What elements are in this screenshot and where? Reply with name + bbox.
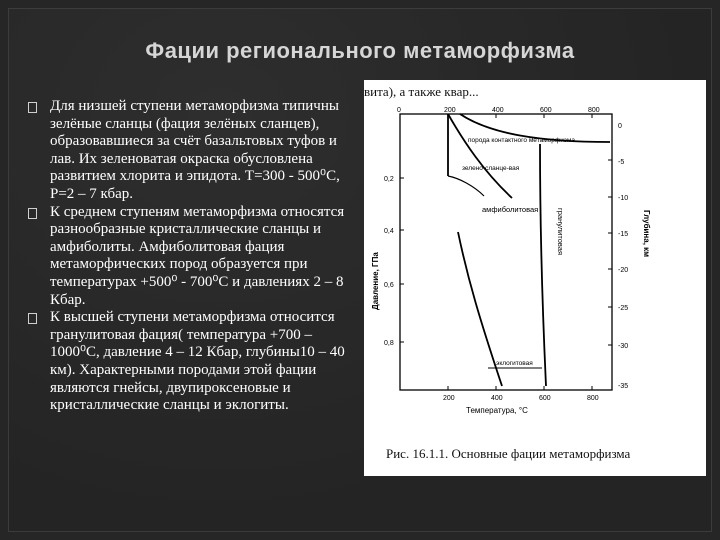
boundary-greenschist-low xyxy=(448,176,484,196)
right-tick-label: -30 xyxy=(618,343,629,350)
slide-title: Фации регионального метаморфизма xyxy=(145,38,575,63)
bullet-text: К среднем ступеням метаморфизма относятся разнообразные кристаллические сланцы и амфиболиты. Амфиболитовая фация метаморфических пород образуется при температурах +500⁰ - 700⁰С и давлениях 2 – 8 Кбар. xyxy=(50,203,345,308)
right-tick-label: -5 xyxy=(618,159,625,166)
bullet-text: К высшей ступени метаморфизма относится гранулитовая фация( температура +700 – 1000⁰С, давление 4 – 12 Кбар, глубины10 – 40 км). Характерными породами этой фации являются гнейсы, двупироксеновые и кристаллические сланцы и эклогиты. xyxy=(50,309,345,414)
bottom-tick-label: 800 xyxy=(587,395,599,402)
top-tick-label: 800 xyxy=(588,107,600,114)
top-tick-label: 600 xyxy=(540,107,552,114)
right-tick-label: -10 xyxy=(618,195,629,202)
bullet-greenschist xyxy=(28,98,358,204)
top-tick-label: 400 xyxy=(492,107,504,114)
figure-top-snippet: вита), а также квар... xyxy=(364,84,479,99)
top-tick-label: 0 xyxy=(397,107,401,114)
facies-label-contact: порода контактного метаморфизма xyxy=(468,137,575,144)
facies-label-eclogite: эклогитовая xyxy=(496,360,533,367)
right-tick-label: -15 xyxy=(618,231,629,238)
bottom-tick-label: 400 xyxy=(491,395,503,402)
bullet-amphibolite xyxy=(28,204,358,310)
y-axis-label-right: Глубина, км xyxy=(642,210,651,258)
boundary-granulite xyxy=(540,144,546,386)
bottom-tick-label: 200 xyxy=(443,395,455,402)
figure-caption: Рис. 16.1.1. Основные фации метаморфизма xyxy=(386,446,631,461)
bullet-list xyxy=(28,98,358,415)
right-tick-label: -20 xyxy=(618,267,629,274)
square-bullet-icon xyxy=(28,102,37,113)
left-tick-label: 0,6 xyxy=(384,282,394,289)
facies-label-granulite: гранулитовая xyxy=(556,208,565,256)
x-axis-label: Температура, °С xyxy=(466,406,528,415)
left-tick-label: 0,8 xyxy=(384,340,394,347)
top-tick-label: 200 xyxy=(444,107,456,114)
square-bullet-icon xyxy=(28,313,37,324)
bottom-tick-label: 600 xyxy=(539,395,551,402)
right-tick-label: -35 xyxy=(618,383,629,390)
bullet-text: Для низшей ступени метаморфизма типичны зелёные сланцы (фация зелёных сланцев), образовавшиеся за счёт базальтовых туфов и лав. Их зеленоватая окраска обусловлена развитием хлорита и эпидота. Т=300 - 500⁰С, Р=2 – 7 кбар. xyxy=(50,98,340,202)
boundary-greenschist-amphibolite xyxy=(448,114,512,198)
left-tick-label: 0,2 xyxy=(384,176,394,183)
right-tick-label: 0 xyxy=(618,123,622,130)
right-tick-label: -25 xyxy=(618,305,629,312)
facies-figure xyxy=(364,80,706,476)
square-bullet-icon xyxy=(28,208,37,219)
facies-label-greenschist: зелено-сланце-вая xyxy=(462,165,520,172)
facies-label-amphibolite: амфиболитовая xyxy=(482,205,539,214)
facies-diagram xyxy=(364,80,706,476)
y-axis-label-left: Давление, ГПа xyxy=(371,252,380,310)
bullet-granulite xyxy=(28,309,358,415)
plot-frame xyxy=(400,114,612,390)
left-tick-label: 0,4 xyxy=(384,228,394,235)
